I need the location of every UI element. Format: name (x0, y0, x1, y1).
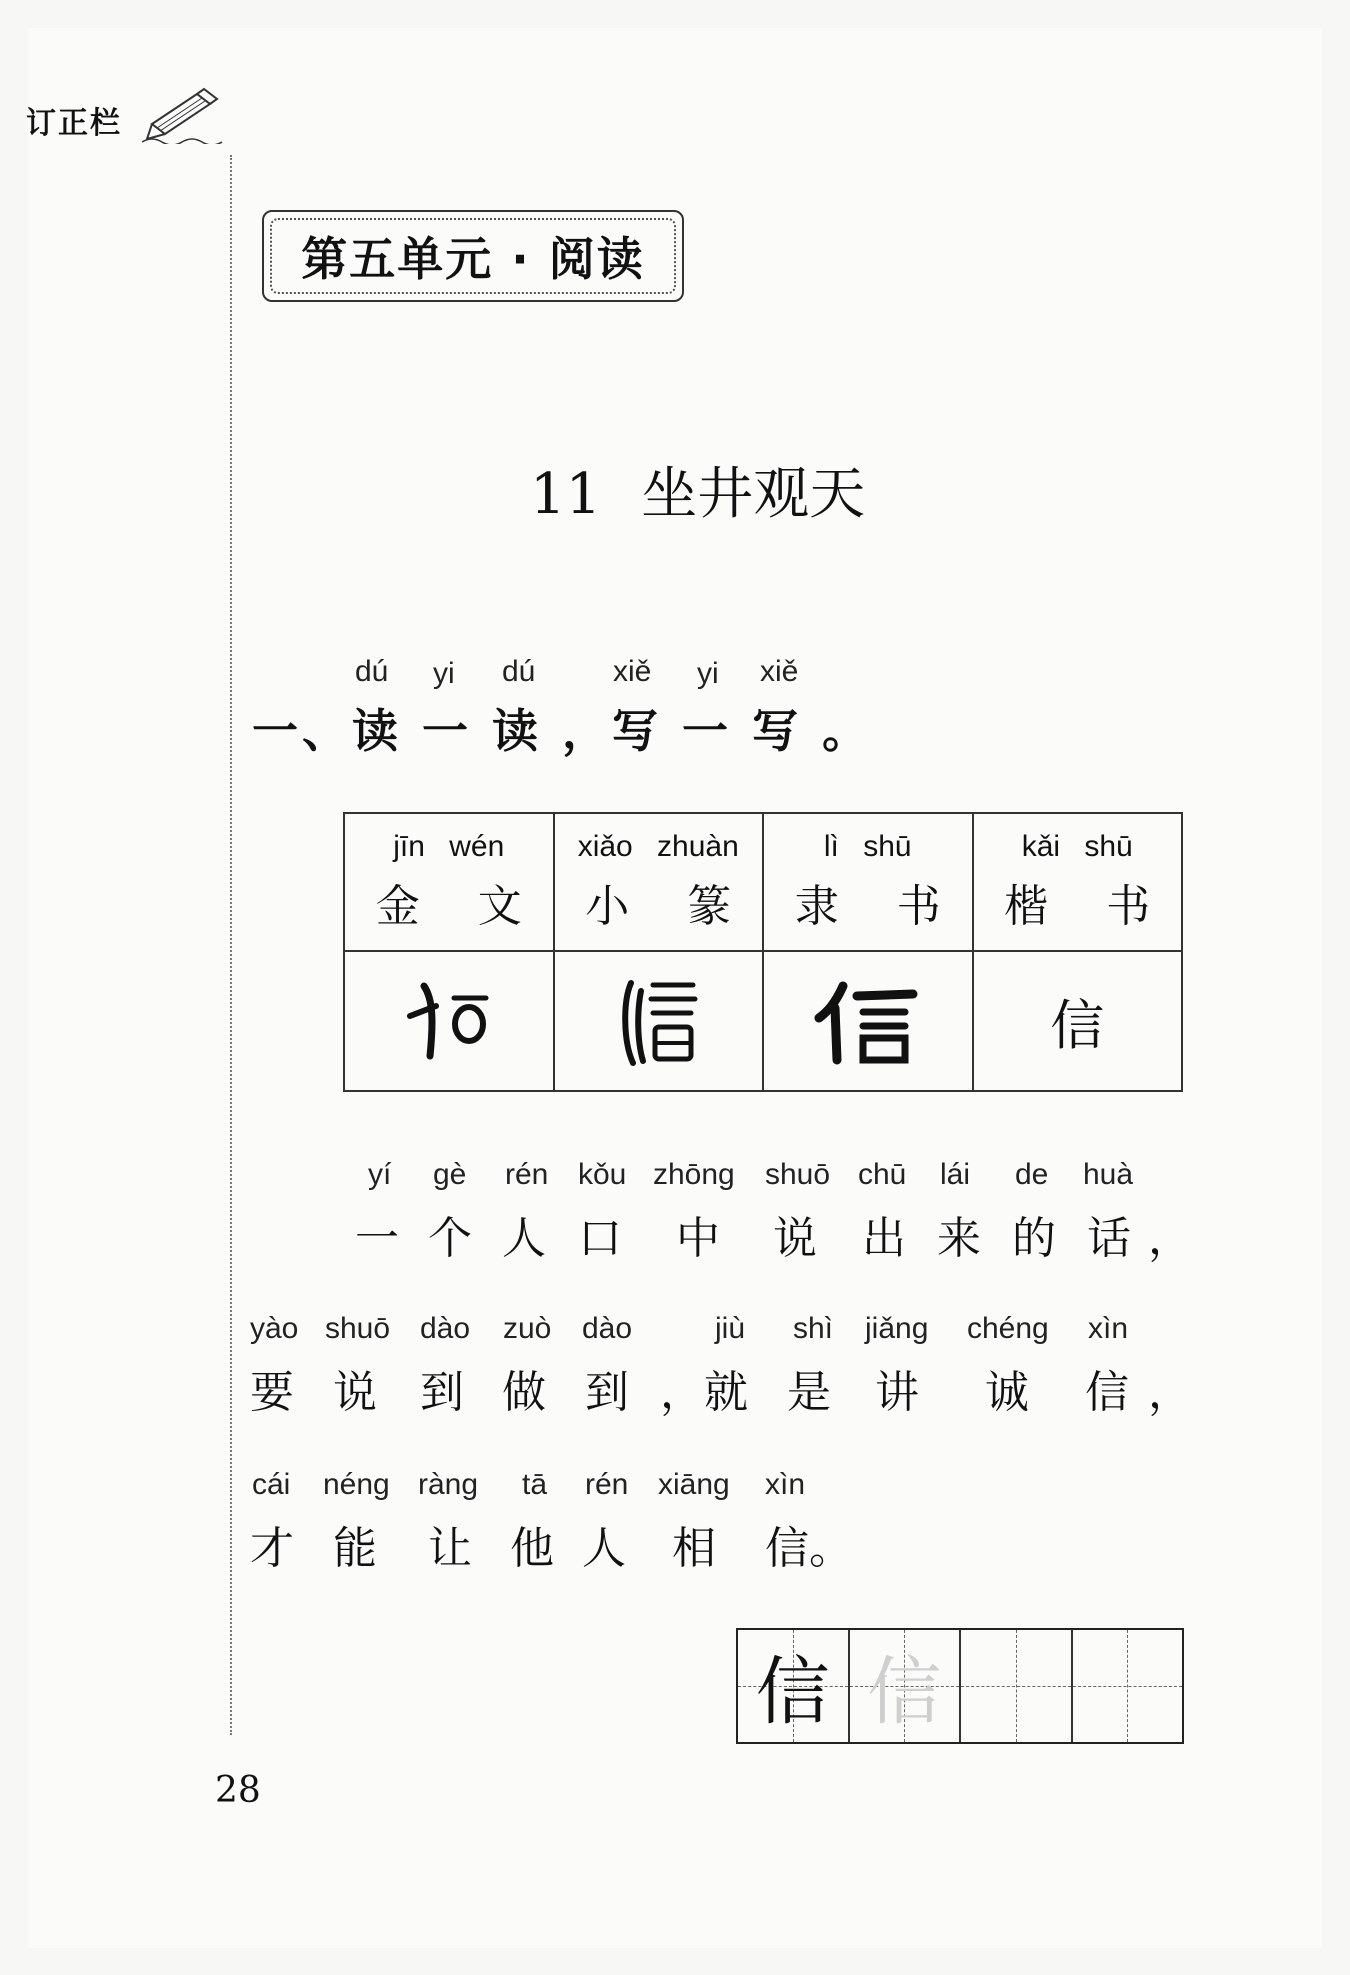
verse-char: 相 (672, 1523, 716, 1574)
xiaozhuan-glyph (554, 951, 764, 1091)
lishu-glyph (763, 951, 973, 1091)
verse-pinyin: chéng (967, 1312, 1049, 1345)
verse-char: 到 (585, 1367, 629, 1418)
exercise-pinyin: xiě (613, 655, 652, 688)
verse-punct: ， (1148, 1367, 1192, 1418)
exercise-pinyin: dú (355, 655, 389, 688)
page-number: 28 (215, 1770, 261, 1811)
verse-char: ，就 (660, 1367, 748, 1418)
verse-pinyin: yí (368, 1158, 392, 1191)
writing-practice-grid (736, 1628, 1184, 1744)
verse-pinyin: de (1015, 1158, 1049, 1191)
verse-char: 是 (787, 1367, 831, 1418)
script-evolution-table (343, 812, 1183, 1092)
verse-pinyin: shuō (325, 1312, 391, 1345)
script-header-jinwen: jīn wén 金 文 (344, 813, 554, 951)
verse-pinyin: cái (252, 1468, 291, 1501)
verse-char: 能 (333, 1523, 377, 1574)
lesson-name: 坐井观天 (641, 462, 866, 527)
unit-title: 第五单元 · 阅读 (301, 232, 645, 286)
grid-cell-trace[interactable]: 信 (850, 1630, 962, 1742)
correction-column-label: 订正栏 (26, 106, 122, 141)
verse-punct: ， (1148, 1213, 1192, 1264)
verse-pinyin: dào (420, 1312, 471, 1345)
verse-pinyin: zhōng (653, 1158, 735, 1191)
verse-char: 要 (250, 1367, 294, 1418)
script-header-lishu: lì shū 隶 书 (763, 813, 973, 951)
verse-pinyin: xìn (1088, 1312, 1129, 1345)
exercise-pinyin: xiě (760, 655, 799, 688)
verse-char: 出 (862, 1213, 906, 1264)
grid-cell-blank[interactable] (961, 1630, 1073, 1742)
verse-pinyin: yào (250, 1312, 299, 1345)
verse-pinyin: jiǎng (865, 1312, 929, 1345)
verse-pinyin: shuō (765, 1158, 831, 1191)
verse-char: 到 (420, 1367, 464, 1418)
verse-char: 信 (1085, 1367, 1129, 1418)
exercise-heading: 一、读 一 读 ，写 一 写 。 (252, 704, 873, 758)
verse-pinyin: ràng (418, 1468, 479, 1501)
exercise-pinyin: yi (697, 657, 719, 690)
verse-pinyin: kǒu (578, 1158, 627, 1191)
verse-pinyin: tā (522, 1468, 548, 1501)
verse-char: 中 (676, 1213, 720, 1264)
verse-pinyin: huà (1083, 1158, 1134, 1191)
verse-char: 的 (1012, 1213, 1056, 1264)
verse-pinyin: jiù (715, 1312, 746, 1345)
pencil-icon (142, 84, 232, 144)
verse-pinyin: néng (323, 1468, 390, 1501)
verse-char: 口 (578, 1213, 622, 1264)
verse-char: 人 (582, 1523, 626, 1574)
exercise-pinyin: yi (433, 657, 455, 690)
exercise-pinyin: dú (502, 655, 536, 688)
verse-char: 个 (428, 1213, 472, 1264)
unit-title-banner (262, 210, 684, 302)
grid-cell-model: 信 (738, 1630, 850, 1742)
lesson-number: 11 (530, 462, 602, 527)
verse-pinyin: dào (582, 1312, 633, 1345)
verse-char: 一 (355, 1213, 399, 1264)
verse-pinyin: gè (433, 1158, 467, 1191)
jinwen-glyph (344, 951, 554, 1091)
verse-char: 才 (250, 1523, 294, 1574)
grid-cell-blank[interactable] (1073, 1630, 1183, 1742)
jinwen-xin-glyph-icon (404, 976, 494, 1066)
verse-char: 他 (510, 1523, 554, 1574)
verse-char: 诚 (985, 1367, 1029, 1418)
verse-pinyin: shì (793, 1312, 834, 1345)
verse-pinyin: xìn (765, 1468, 806, 1501)
verse-char: 信。 (765, 1523, 853, 1574)
verse-char: 让 (428, 1523, 472, 1574)
verse-char: 来 (937, 1213, 981, 1264)
verse-char: 说 (333, 1367, 377, 1418)
verse-char: 做 (502, 1367, 546, 1418)
verse-char: 人 (502, 1213, 546, 1264)
verse-pinyin: lái (940, 1158, 971, 1191)
margin-dotted-line (230, 155, 232, 1735)
script-header-kaishu: kǎi shū 楷 书 (973, 813, 1183, 951)
verse-char: 话 (1087, 1213, 1131, 1264)
verse-pinyin: xiāng (658, 1468, 730, 1501)
verse-pinyin: zuò (503, 1312, 552, 1345)
verse-char: 说 (773, 1213, 817, 1264)
verse-char: 讲 (875, 1367, 919, 1418)
verse-pinyin: chū (858, 1158, 907, 1191)
verse-pinyin: rén (585, 1468, 629, 1501)
verse-pinyin: rén (505, 1158, 549, 1191)
lesson-title (530, 450, 865, 530)
kaishu-glyph: 信 (973, 951, 1183, 1091)
lishu-xin-glyph-icon (813, 976, 923, 1066)
xiaozhuan-xin-glyph-icon (613, 971, 703, 1071)
script-header-xiaozhuan: xiǎo zhuàn 小 篆 (554, 813, 764, 951)
